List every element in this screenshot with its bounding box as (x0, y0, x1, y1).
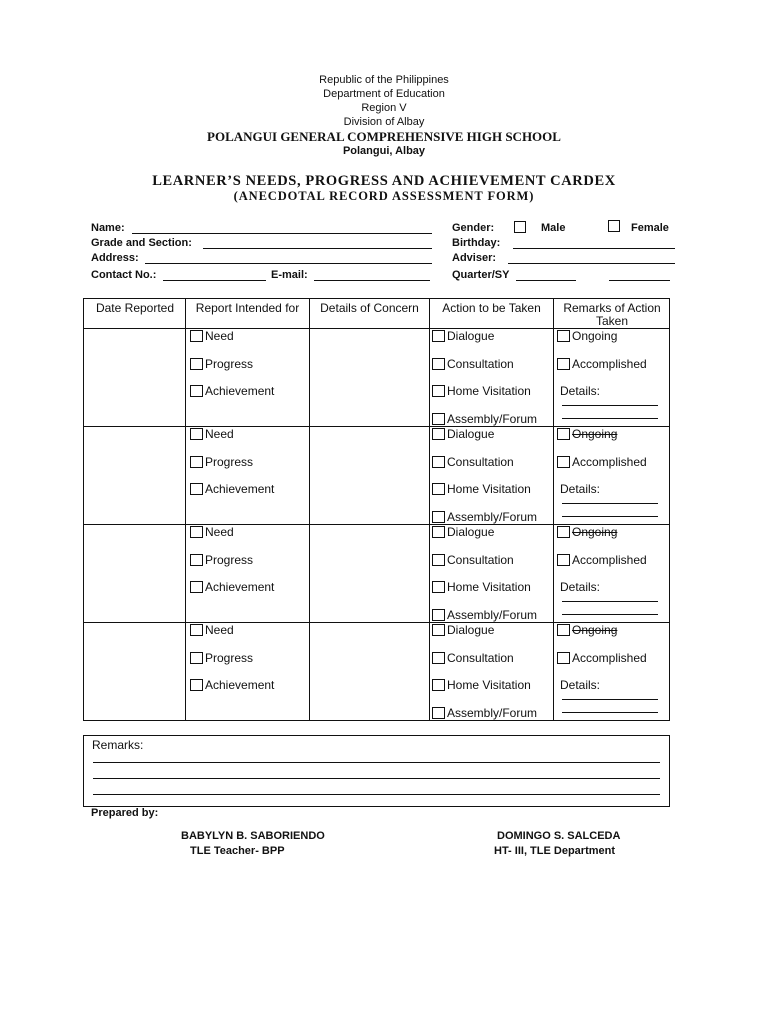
male-checkbox[interactable] (514, 221, 526, 233)
row-3-assembly-forum-label: Assembly/Forum (447, 608, 538, 622)
row-1-details-line[interactable] (562, 418, 658, 419)
row-2-ongoing[interactable] (557, 427, 617, 441)
row-2-consultation-checkbox[interactable] (432, 456, 445, 468)
signer2-name: DOMINGO S. SALCEDA (497, 830, 621, 842)
row-4-consultation-label: Consultation (447, 651, 514, 665)
row-4-dialogue-checkbox[interactable] (432, 624, 445, 636)
row-2-need[interactable] (190, 427, 234, 441)
row-4-accomplished-label: Accomplished (572, 651, 647, 665)
row-4-consultation[interactable] (432, 651, 514, 665)
record-table (83, 298, 670, 721)
row-3-ongoing-label: Ongoing (572, 525, 618, 539)
name-label: Name: (91, 222, 125, 234)
row-1-achievement-checkbox[interactable] (190, 385, 203, 397)
row-2-progress-checkbox[interactable] (190, 456, 203, 468)
row-2-achievement[interactable] (190, 482, 274, 496)
row-3-consultation-label: Consultation (447, 553, 514, 567)
row-3-accomplished-checkbox[interactable] (557, 554, 570, 566)
row-1-consultation-label: Consultation (447, 357, 514, 371)
row-2-accomplished[interactable] (557, 455, 647, 469)
row-4-details-line[interactable] (562, 712, 658, 713)
header-line-2: Department of Education (323, 88, 445, 100)
row-2-achievement-label: Achievement (205, 482, 275, 496)
header-date-reported: Date Reported (95, 301, 175, 315)
row-3-dialogue-label: Dialogue (447, 525, 495, 539)
row-2-consultation-label: Consultation (447, 455, 514, 469)
header-line-3: Region V (361, 102, 407, 114)
row-4-progress-checkbox[interactable] (190, 652, 203, 664)
row-3-details-line[interactable] (562, 601, 658, 602)
row-2-assembly-forum-label: Assembly/Forum (447, 510, 538, 524)
row-2-progress[interactable] (190, 455, 253, 469)
row-1-accomplished[interactable] (557, 357, 647, 371)
col-divider (185, 299, 186, 720)
row-3-accomplished[interactable] (557, 553, 647, 567)
gender-label: Gender: (452, 222, 495, 234)
header-details-concern: Details of Concern (320, 301, 419, 315)
row-3-progress-checkbox[interactable] (190, 554, 203, 566)
row-1-home-visitation-label: Home Visitation (447, 384, 531, 398)
row-3-dialogue[interactable] (432, 525, 494, 539)
row-3-home-visitation-checkbox[interactable] (432, 581, 445, 593)
row-4-home-visitation-checkbox[interactable] (432, 679, 445, 691)
row-1-progress-label: Progress (205, 357, 254, 371)
contact-field[interactable] (163, 280, 266, 281)
header-report-intended: Report Intended for (195, 301, 300, 315)
row-1-home-visitation-checkbox[interactable] (432, 385, 445, 397)
row-4-consultation-checkbox[interactable] (432, 652, 445, 664)
email-label: E-mail: (271, 269, 308, 281)
learner-info (0, 0, 768, 290)
row-1-details-label: Details: (560, 384, 601, 398)
row-1-achievement-label: Achievement (205, 384, 275, 398)
row-1-need-checkbox[interactable] (190, 330, 203, 342)
form-subtitle: (ANECDOTAL RECORD ASSESSMENT FORM) (233, 189, 535, 203)
school-location: Polangui, Albay (342, 145, 426, 157)
row-2-accomplished-checkbox[interactable] (557, 456, 570, 468)
row-2-consultation[interactable] (432, 455, 514, 469)
quarter-field[interactable] (516, 280, 576, 281)
row-3-dialogue-checkbox[interactable] (432, 526, 445, 538)
row-4-achievement-checkbox[interactable] (190, 679, 203, 691)
sy-field[interactable] (609, 280, 670, 281)
row-1-ongoing-label: Ongoing (572, 329, 618, 343)
row-1-need-label: Need (205, 329, 234, 343)
row-2-home-visitation[interactable] (432, 482, 531, 496)
row-4-details-label: Details: (560, 678, 601, 692)
row-2-accomplished-label: Accomplished (572, 455, 647, 469)
row-1-dialogue-checkbox[interactable] (432, 330, 445, 342)
signer2-title: HT- III, TLE Department (494, 845, 616, 857)
adviser-label: Adviser: (452, 252, 497, 264)
row-2-progress-label: Progress (205, 455, 254, 469)
birthday-label: Birthday: (452, 237, 501, 249)
row-4-assembly-forum-label: Assembly/Forum (447, 706, 538, 720)
birthday-field[interactable] (513, 248, 675, 249)
row-3-need-checkbox[interactable] (190, 526, 203, 538)
row-2-ongoing-label: Ongoing (572, 427, 618, 441)
remarks-label: Remarks: (92, 738, 144, 752)
email-field[interactable] (314, 280, 430, 281)
row-4-details-line[interactable] (562, 699, 658, 700)
row-3-need-label: Need (205, 525, 234, 539)
row-4-need[interactable] (190, 623, 234, 637)
row-4-home-visitation-label: Home Visitation (447, 678, 531, 692)
row-2-dialogue-label: Dialogue (447, 427, 495, 441)
row-3-achievement-checkbox[interactable] (190, 581, 203, 593)
remarks-line[interactable] (93, 778, 660, 779)
name-field[interactable] (132, 233, 432, 234)
row-1-dialogue[interactable] (432, 329, 494, 343)
row-1-ongoing-checkbox[interactable] (557, 330, 570, 342)
row-3-details-label: Details: (560, 580, 601, 594)
col-divider (553, 299, 554, 720)
header-remarks-action: Remarks of Action Taken (563, 301, 661, 328)
row-3-consultation[interactable] (432, 553, 514, 567)
row-1-achievement[interactable] (190, 384, 274, 398)
row-1-details-line[interactable] (562, 405, 658, 406)
signer1-title: TLE Teacher- BPP (190, 845, 285, 857)
row-1-home-visitation[interactable] (432, 384, 531, 398)
row-4-achievement-label: Achievement (205, 678, 275, 692)
female-label: Female (631, 222, 669, 234)
row-1-ongoing[interactable] (557, 329, 617, 343)
row-4-progress[interactable] (190, 651, 253, 665)
row-2-assembly-forum-checkbox[interactable] (432, 511, 445, 523)
row-4-need-checkbox[interactable] (190, 624, 203, 636)
row-2-details-label: Details: (560, 482, 601, 496)
col-divider (429, 299, 430, 720)
address-label: Address: (91, 252, 139, 264)
col-divider (309, 299, 310, 720)
remarks-box[interactable] (83, 735, 670, 807)
row-3-assembly-forum-checkbox[interactable] (432, 609, 445, 621)
row-2-assembly-forum[interactable] (432, 510, 537, 524)
row-4-progress-label: Progress (205, 651, 254, 665)
row-2-dialogue-checkbox[interactable] (432, 428, 445, 440)
row-2-need-checkbox[interactable] (190, 428, 203, 440)
row-1-accomplished-label: Accomplished (572, 357, 647, 371)
row-2-need-label: Need (205, 427, 234, 441)
row-4-assembly-forum[interactable] (432, 706, 537, 720)
row-2-dialogue[interactable] (432, 427, 494, 441)
adviser-field[interactable] (508, 263, 675, 264)
grade-section-label: Grade and Section: (91, 237, 192, 249)
row-2-home-visitation-checkbox[interactable] (432, 483, 445, 495)
row-1-accomplished-checkbox[interactable] (557, 358, 570, 370)
row-1-assembly-forum-label: Assembly/Forum (447, 412, 538, 426)
row-1-progress[interactable] (190, 357, 253, 371)
grade-section-field[interactable] (203, 248, 432, 249)
female-checkbox[interactable] (608, 220, 620, 232)
row-3-accomplished-label: Accomplished (572, 553, 647, 567)
row-4-ongoing-label: Ongoing (572, 623, 618, 637)
row-4-dialogue[interactable] (432, 623, 494, 637)
header-action-taken: Action to be Taken (442, 301, 541, 315)
row-3-achievement[interactable] (190, 580, 274, 594)
row-4-ongoing-checkbox[interactable] (557, 624, 570, 636)
row-1-dialogue-label: Dialogue (447, 329, 495, 343)
row-3-achievement-label: Achievement (205, 580, 275, 594)
row-2-details-line[interactable] (562, 503, 658, 504)
remarks-line[interactable] (93, 762, 660, 763)
quarter-sy-label: Quarter/SY (452, 269, 510, 281)
header-line-4: Division of Albay (343, 116, 425, 128)
row-3-home-visitation[interactable] (432, 580, 531, 594)
contact-label: Contact No.: (91, 269, 157, 281)
remarks-line[interactable] (93, 794, 660, 795)
row-1-assembly-forum[interactable] (432, 412, 537, 426)
prepared-by-label: Prepared by: (91, 807, 159, 819)
row-2-ongoing-checkbox[interactable] (557, 428, 570, 440)
row-1-progress-checkbox[interactable] (190, 358, 203, 370)
male-label: Male (541, 222, 566, 234)
row-4-accomplished[interactable] (557, 651, 647, 665)
row-1-assembly-forum-checkbox[interactable] (432, 413, 445, 425)
row-4-need-label: Need (205, 623, 234, 637)
row-4-accomplished-checkbox[interactable] (557, 652, 570, 664)
row-3-progress[interactable] (190, 553, 253, 567)
row-4-assembly-forum-checkbox[interactable] (432, 707, 445, 719)
row-3-details-line[interactable] (562, 614, 658, 615)
row-3-assembly-forum[interactable] (432, 608, 537, 622)
row-2-home-visitation-label: Home Visitation (447, 482, 531, 496)
header-line-1: Republic of the Philippines (319, 74, 449, 86)
row-3-ongoing-checkbox[interactable] (557, 526, 570, 538)
row-4-ongoing[interactable] (557, 623, 617, 637)
address-field[interactable] (145, 263, 432, 264)
row-3-progress-label: Progress (205, 553, 254, 567)
row-4-home-visitation[interactable] (432, 678, 531, 692)
row-3-home-visitation-label: Home Visitation (447, 580, 531, 594)
row-1-consultation-checkbox[interactable] (432, 358, 445, 370)
row-2-achievement-checkbox[interactable] (190, 483, 203, 495)
row-4-dialogue-label: Dialogue (447, 623, 495, 637)
row-3-consultation-checkbox[interactable] (432, 554, 445, 566)
row-1-need[interactable] (190, 329, 234, 343)
row-4-achievement[interactable] (190, 678, 274, 692)
row-3-ongoing[interactable] (557, 525, 617, 539)
signer1-name: BABYLYN B. SABORIENDO (181, 830, 325, 842)
school-name: POLANGUI GENERAL COMPREHENSIVE HIGH SCHOOL (207, 129, 561, 144)
row-1-consultation[interactable] (432, 357, 514, 371)
row-2-details-line[interactable] (562, 516, 658, 517)
row-3-need[interactable] (190, 525, 234, 539)
form-title: LEARNER’S NEEDS, PROGRESS AND ACHIEVEMENT CARDEX (152, 173, 616, 189)
